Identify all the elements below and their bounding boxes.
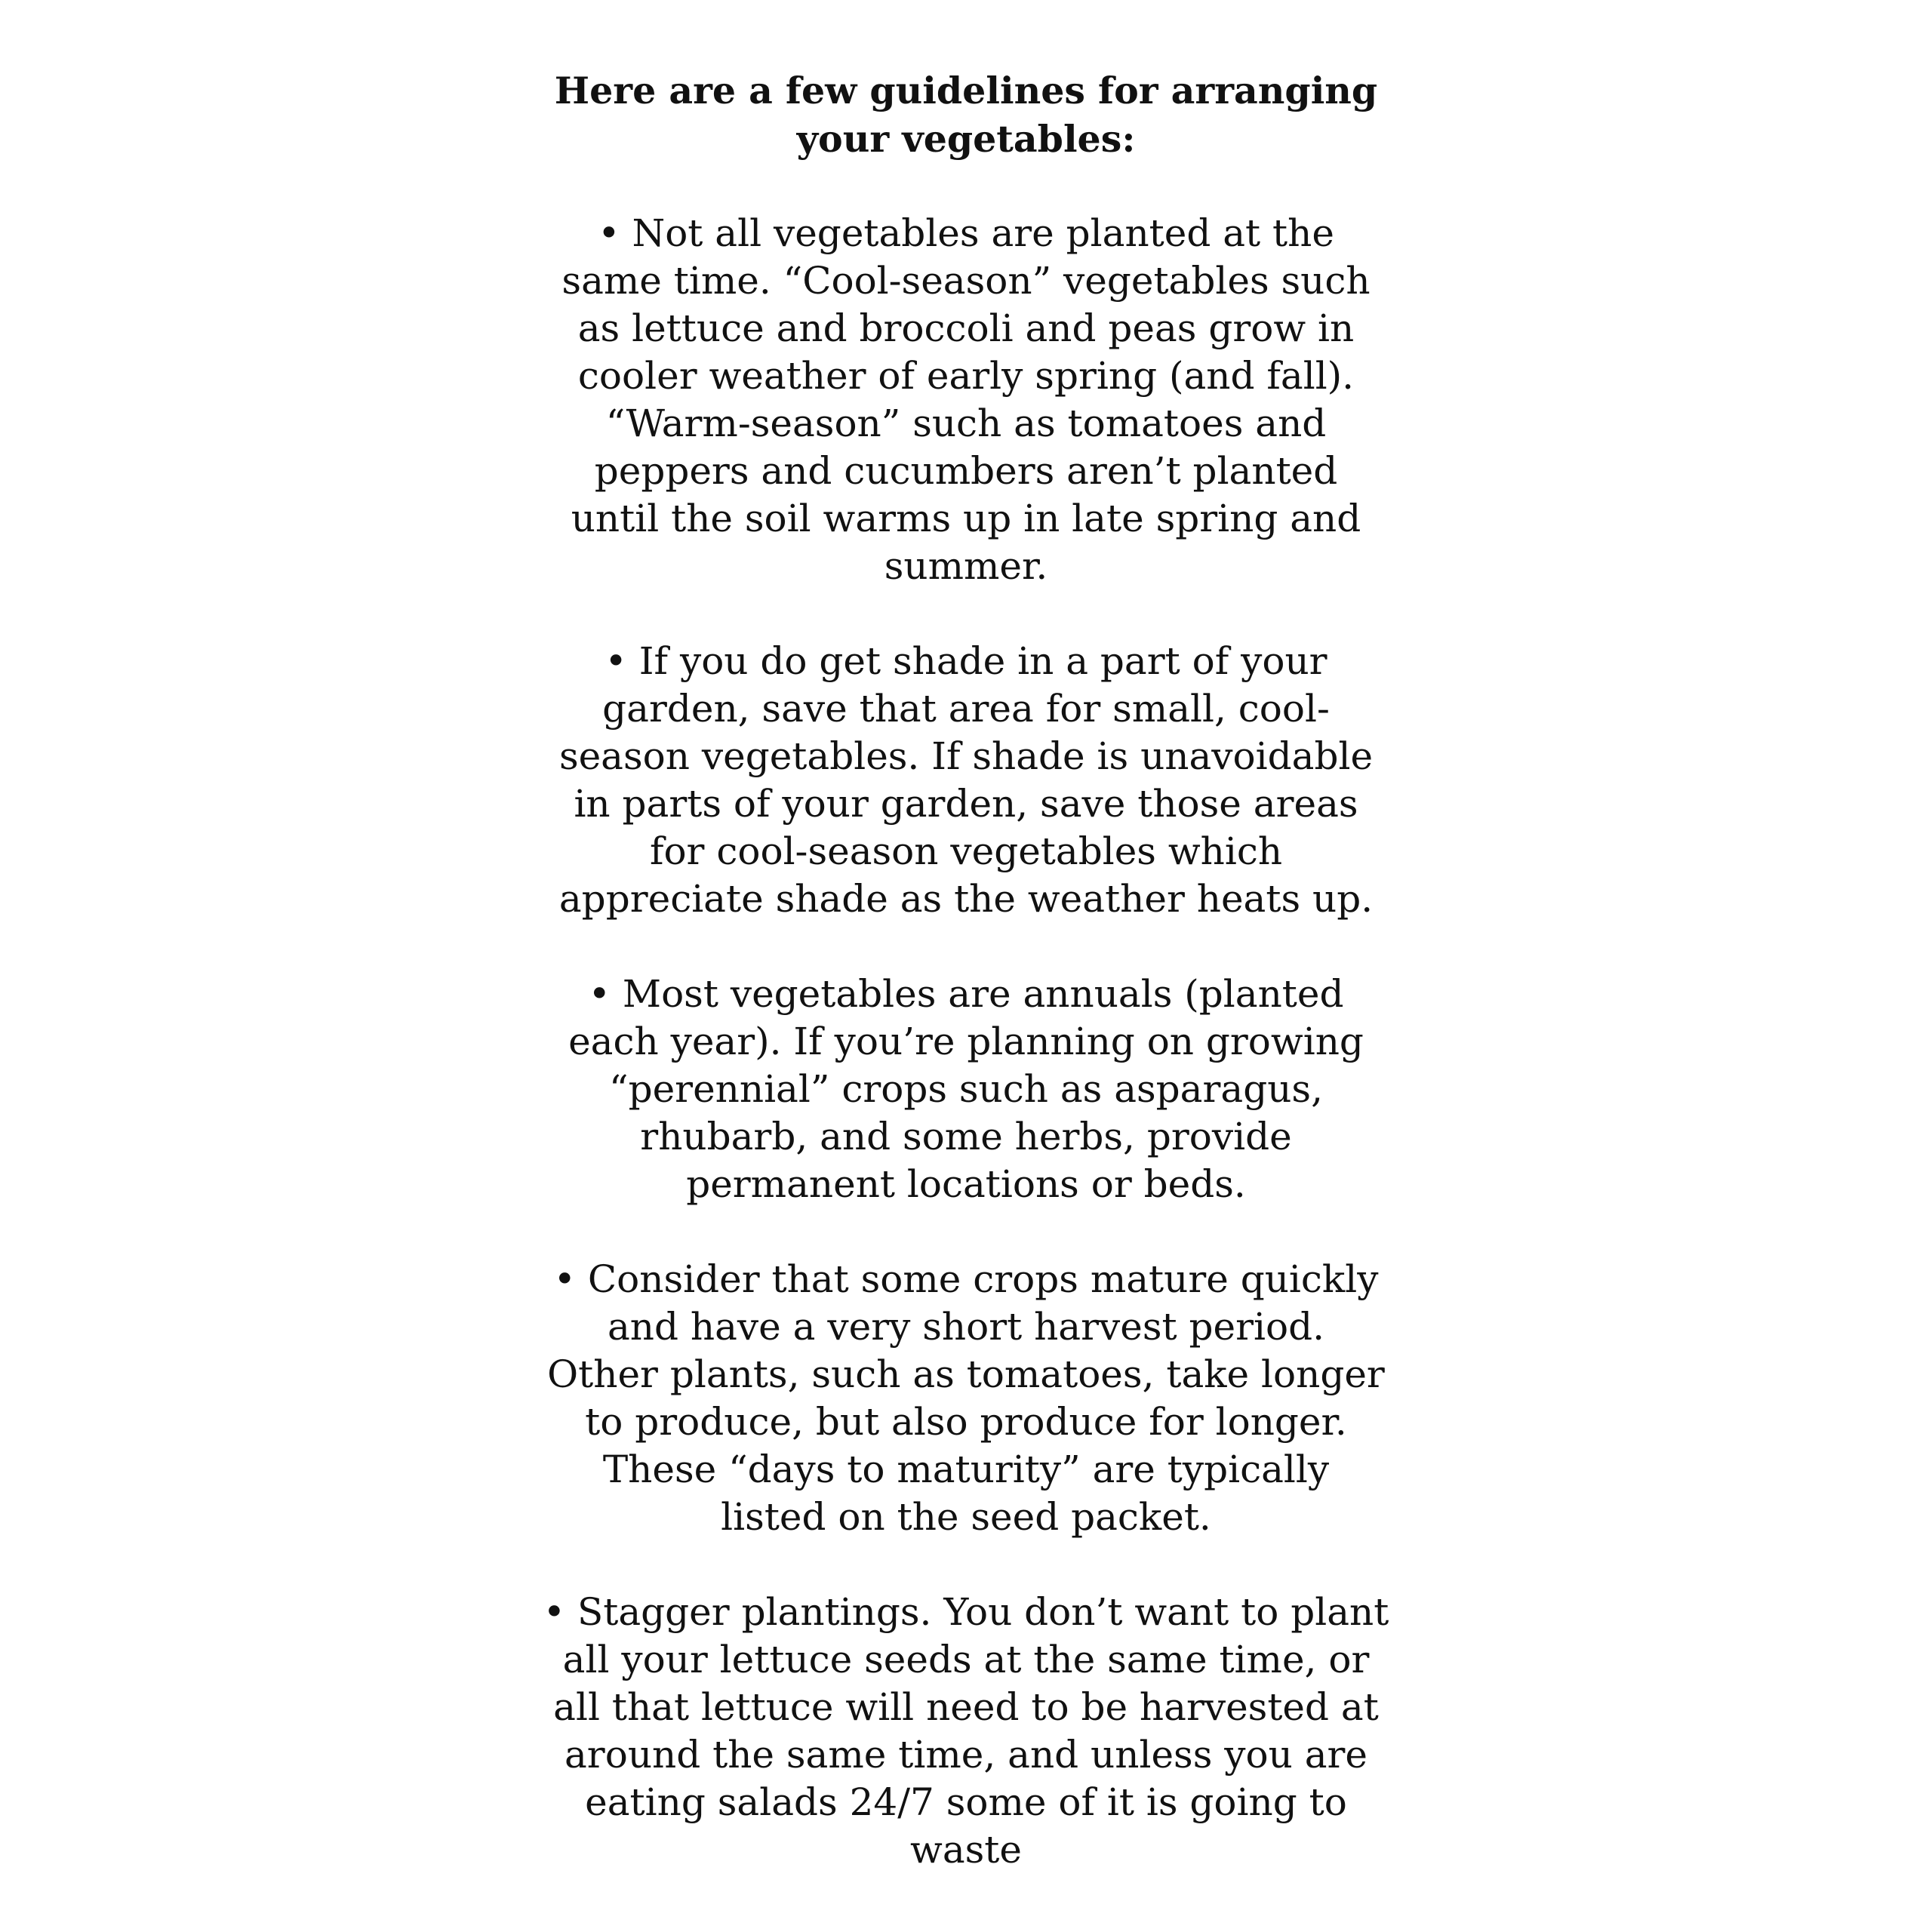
paragraph-line: around the same time, and unless you are	[565, 1733, 1367, 1777]
page-title	[521, 66, 1411, 163]
paragraph-line: as lettuce and broccoli and peas grow in	[577, 306, 1355, 350]
spacer	[521, 163, 1411, 210]
guideline-paragraph-perennials	[521, 971, 1411, 1208]
paragraph-line: permanent locations or beds.	[686, 1162, 1246, 1206]
paragraph-line: cooler weather of early spring (and fall).	[577, 354, 1355, 398]
paragraph-line: • Stagger plantings. You don’t want to plant	[543, 1590, 1389, 1634]
paragraph-line: season vegetables. If shade is unavoidable	[558, 734, 1374, 778]
paragraph-line: in parts of your garden, save those areas	[574, 782, 1358, 826]
paragraph-line: summer.	[884, 544, 1048, 588]
paragraph-line: for cool-season vegetables which	[649, 829, 1283, 873]
guideline-paragraph-planting-time	[521, 210, 1411, 590]
spacer	[521, 923, 1411, 971]
paragraph-line: listed on the seed packet.	[721, 1495, 1211, 1539]
paragraph-line: waste	[910, 1828, 1022, 1872]
paragraph-line: peppers and cucumbers aren’t planted	[594, 449, 1338, 493]
text-column	[521, 66, 1411, 1874]
paragraph-line: “Warm-season” such as tomatoes and	[605, 401, 1327, 445]
paragraph-line: same time. “Cool-season” vegetables such	[561, 259, 1371, 303]
paragraph-line: eating salads 24/7 some of it is going to	[585, 1780, 1347, 1824]
title-line: Here are a few guidelines for arranging	[554, 69, 1378, 112]
paragraph-line: appreciate shade as the weather heats up.	[558, 877, 1374, 921]
paragraph-line: • Not all vegetables are planted at the	[598, 211, 1334, 255]
spacer	[521, 1208, 1411, 1256]
spacer	[521, 1541, 1411, 1589]
paragraph-line: These “days to maturity” are typically	[602, 1447, 1330, 1491]
paragraph-line: “perennial” crops such as asparagus,	[609, 1067, 1323, 1111]
guideline-paragraph-maturity	[521, 1256, 1411, 1541]
paragraph-line: rhubarb, and some herbs, provide	[640, 1115, 1292, 1158]
paragraph-line: and have a very short harvest period.	[608, 1305, 1324, 1349]
paragraph-line: all your lettuce seeds at the same time, or	[562, 1638, 1370, 1681]
paragraph-line: • If you do get shade in a part of your	[605, 639, 1327, 683]
title-line: your vegetables:	[796, 117, 1136, 161]
paragraph-line: • Most vegetables are annuals (planted	[588, 972, 1344, 1016]
paragraph-line: Other plants, such as tomatoes, take longer	[547, 1352, 1385, 1396]
paragraph-line: • Consider that some crops mature quickly	[553, 1257, 1379, 1301]
paragraph-line: each year). If you’re planning on growing	[568, 1020, 1364, 1063]
paragraph-line: until the soil warms up in late spring and	[571, 497, 1361, 540]
guideline-paragraph-stagger	[521, 1589, 1411, 1874]
paragraph-line: to produce, but also produce for longer.	[585, 1400, 1347, 1444]
paragraph-line: all that lettuce will need to be harvested at	[553, 1685, 1379, 1729]
guideline-paragraph-shade	[521, 638, 1411, 923]
paragraph-line: garden, save that area for small, cool-	[602, 687, 1330, 731]
spacer	[521, 590, 1411, 638]
